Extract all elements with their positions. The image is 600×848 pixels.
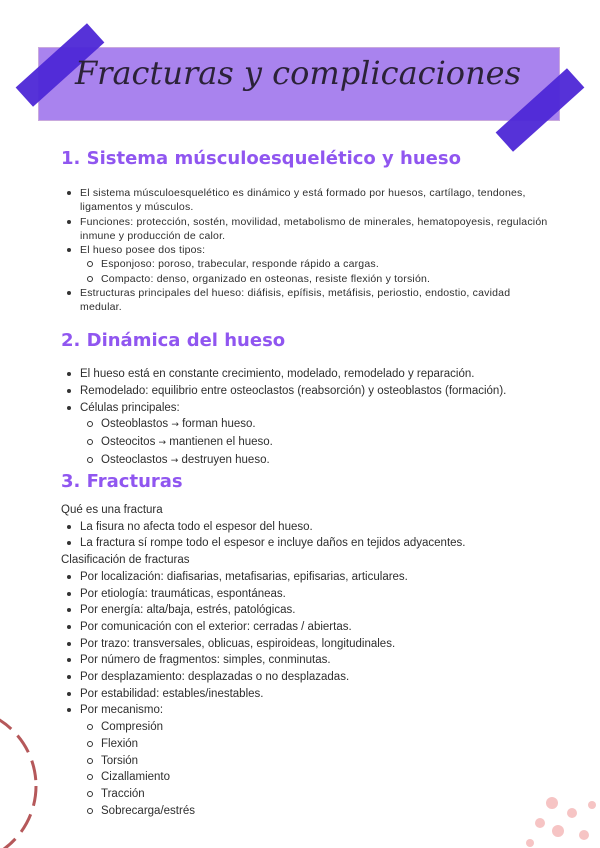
section-1-list — [0, 186, 600, 315]
list-item: Por mecanismo: — [0, 702, 600, 719]
list-item: La fisura no afecta todo el espesor del hueso. — [0, 519, 600, 536]
cell-item — [0, 434, 600, 452]
sub-list-item: Torsión — [0, 753, 600, 770]
classification-list — [0, 569, 600, 820]
cell-item — [0, 416, 600, 434]
list-item: Por etiología: traumáticas, espontáneas. — [0, 586, 600, 603]
list-item: Por número de fragmentos: simples, conminutas. — [0, 652, 600, 669]
sub-list-item: Compresión — [0, 719, 600, 736]
section-3-heading: 3. Fracturas — [61, 471, 183, 492]
cell-role: forman hueso. — [182, 418, 256, 431]
list-item: El hueso posee dos tipos: — [0, 243, 600, 257]
list-item: Por energía: alta/baja, estrés, patológicas. — [0, 602, 600, 619]
section-2-list — [0, 366, 600, 470]
list-item: Por comunicación con el exterior: cerradas / abiertas. — [0, 619, 600, 636]
subsection-label: Clasificación de fracturas — [61, 554, 190, 567]
list-item: Por estabilidad: estables/inestables. — [0, 686, 600, 703]
subsection-label: Qué es una fractura — [61, 504, 163, 516]
cell-name: Osteoblastos — [101, 418, 169, 431]
list-item: Por desplazamiento: desplazadas o no desplazadas. — [0, 669, 600, 686]
cell-name: Osteoclastos — [101, 453, 168, 466]
section-3-content — [0, 502, 600, 819]
list-item: El sistema músculoesquelético es dinámico y está formado por huesos, cartílago, tendones, ligamentos y músculos. — [0, 186, 600, 215]
sub-list-item: Tracción — [0, 786, 600, 803]
definition-list — [0, 519, 600, 552]
sub-list-item: Esponjoso: poroso, trabecular, responde rápido a cargas. — [0, 257, 600, 271]
cell-role: destruyen hueso. — [181, 453, 270, 466]
cell-name: Osteocitos — [101, 436, 156, 449]
arrow-icon: → — [170, 455, 179, 466]
list-item: Por trazo: transversales, oblicuas, espiroideas, longitudinales. — [0, 636, 600, 653]
section-2-heading: 2. Dinámica del hueso — [61, 330, 286, 351]
dashed-ring-decoration — [0, 700, 60, 848]
cell-role: mantienen el hueso. — [169, 436, 273, 449]
sub-list-item: Flexión — [0, 736, 600, 753]
cell-item — [0, 452, 600, 470]
page-title: Fracturas y complicaciones — [74, 54, 522, 92]
list-item: El hueso está en constante crecimiento, modelado, remodelado y reparación. — [0, 366, 600, 383]
list-item: Remodelado: equilibrio entre osteoclastos (reabsorción) y osteoblastos (formación). — [0, 383, 600, 400]
section-1-heading: 1. Sistema músculoesquelético y hueso — [61, 148, 461, 169]
sub-list-item: Sobrecarga/estrés — [0, 803, 600, 820]
list-item: Funciones: protección, sostén, movilidad, metabolismo de minerales, hematopoyesis, regulación inmune y producción de calor. — [0, 215, 600, 244]
dots-decoration — [510, 785, 600, 848]
list-item: Estructuras principales del hueso: diáfisis, epífisis, metáfisis, periostio, endostio, cavidad medular. — [0, 286, 600, 315]
list-item: Por localización: diafisarias, metafisarias, epifisarias, articulares. — [0, 569, 600, 586]
arrow-icon: → — [171, 420, 179, 431]
list-item: La fractura sí rompe todo el espesor e incluye daños en tejidos adyacentes. — [0, 535, 600, 552]
sub-list-item: Cizallamiento — [0, 769, 600, 786]
list-item: Células principales: — [0, 400, 600, 417]
sub-list-item: Compacto: denso, organizado en osteonas, resiste flexión y torsión. — [0, 272, 600, 286]
arrow-icon: → — [158, 438, 167, 449]
